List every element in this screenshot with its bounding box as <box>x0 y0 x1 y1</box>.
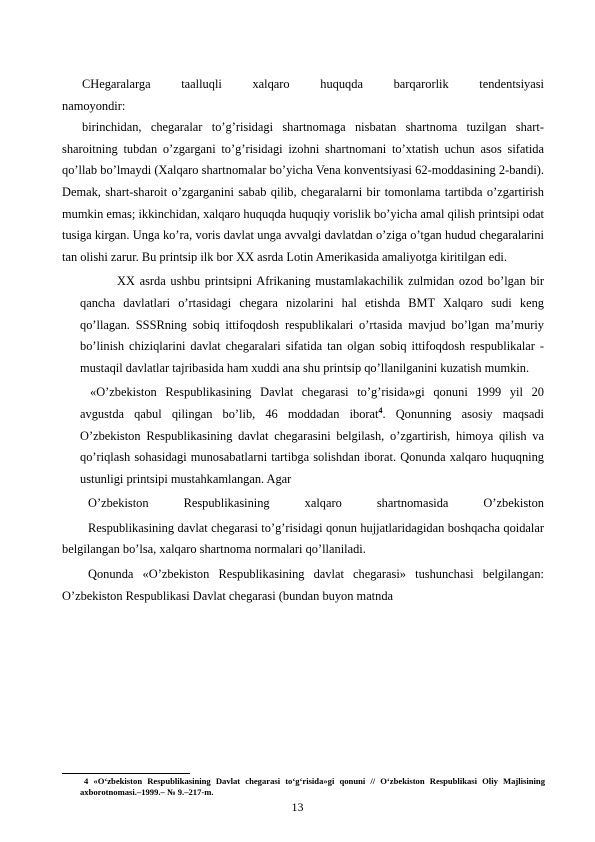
paragraph-5: O’zbekiston Respublikasining xalqaro shartnomasida O’zbekiston <box>88 496 544 511</box>
paragraph-4 <box>80 382 544 490</box>
paragraph-3: XX asrda ushbu printsipni Afrikaning mustamlakachilik zulmidan ozod bo’lgan bir qancha davlatlari o’rtasidagi chegara nizolarini hal etishda BMT Xalqaro sudi keng qo’llagan. SSSRning sobiq ittifoqdosh respublikalari o’rtasida mavjud bo’lgan ma’muriy bo’linish chiziqlarini davlat chegaralari sifatida tan olgan sobiq ittifoqdosh respublikalar - mustaqil davlatlar tajribasida ham xuddi ana shu printsip qo’llanilganini kuzatish mumkin. <box>80 274 544 375</box>
paragraph-4-text-a: «O’zbekiston Respublikasining Davlat chegarasi to’g’risida»gi qonuni 1999 yil 20 avgustda qabul qilingan bo’lib, 46 moddadan iborat <box>80 385 544 421</box>
body-text <box>62 74 544 607</box>
footnote-ref: 4 <box>378 405 383 415</box>
page-number: 13 <box>291 800 304 814</box>
paragraph-4-text-b: . Qonunning asosiy maqsadi O’zbekiston Respublikasining davlat chegarasini belgilash, o’zgartirish, himoya qilish va qo’riqlash sohasidagi munosabatlarni tartibga solishdan iborat. Qonunda xalqaro huquqning ustunligi printsipi mustahkamlangan. Agar <box>80 406 545 486</box>
paragraph-1-continuation: namoyondir: <box>62 98 126 113</box>
paragraph-7: Qonunda «O’zbekiston Respublikasining davlat chegarasi» tushunchasi belgilangan: O’zbekiston Respublikasi Davlat chegarasi (bundan buyon matnda <box>62 567 544 603</box>
footnote-divider <box>62 773 190 774</box>
paragraph-2: birinchidan, chegaralar to’g’risidagi shartnomaga nisbatan shartnoma tuzilgan shart-sharoitning tubdan o’zgargani to’g’risidagi izohni shartnomani to’xtatish uchun asos sifatida qo’llab bo’lmaydi (Xalqaro shartnomalar bo’yicha Vena konventsiyasi 62-moddasining 2-bandi). Demak, shart-sharoit o’zgarganini sabab qilib, chegaralarni bir tomonlama tartibda o’zgartirish mumkin emas; ikkinchidan, xalqaro huquqda huquqiy vorislik bo’yicha amal qilish printsipi odat tusiga kirgan. Unga ko’ra, voris davlat unga avvalgi davlatdan o’ziga o’tgan hudud chegaralarini tan olishi zarur. Bu printsip ilk bor XX asrda Lotin Amerikasida amaliyotga kiritilgan edi. <box>62 120 544 264</box>
paragraph-6: Respublikasining davlat chegarasi to’g’risidagi qonun hujjatlaridagidan boshqacha qoidalar belgilangan bo’lsa, xalqaro shartnoma normalari qo’llaniladi. <box>62 520 544 557</box>
footnote: 4 «O‘zbekiston Respublikasining Davlat chegarasi to‘g‘risida»gi qonuni // O‘zbekiston Respublikasi Oliy Majlisining axborotnomasi.–1999.– № 9.–217-m. <box>80 776 545 797</box>
paragraph-1: CHegaralarga taalluqli xalqaro huquqda barqarorlik tendentsiyasi <box>82 77 544 91</box>
